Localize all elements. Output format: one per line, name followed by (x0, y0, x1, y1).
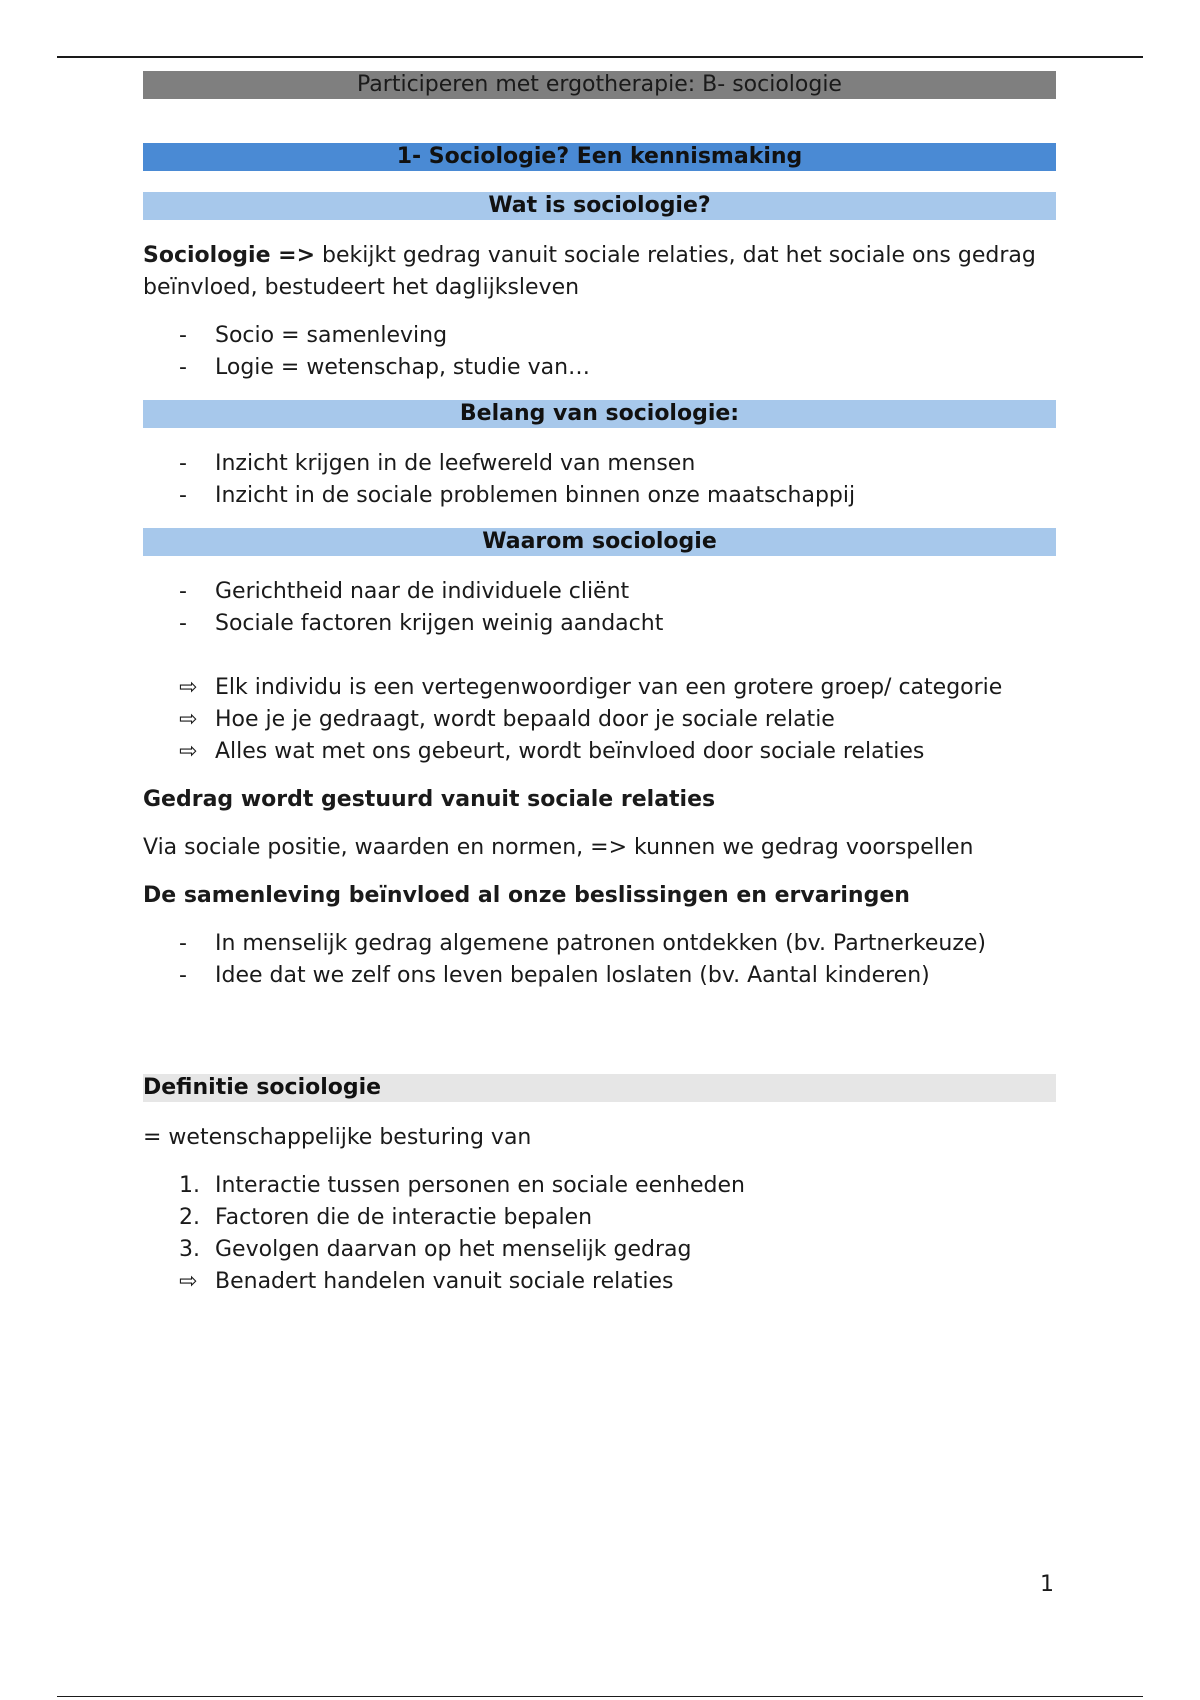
dash-marker: - (179, 451, 187, 476)
page-number: 1 (1040, 1572, 1054, 1597)
arrow-item: ⇨ Hoe je je gedraagt, wordt bepaald door je sociale relatie (143, 704, 1056, 736)
importance-list (143, 448, 1056, 512)
arrow-item: ⇨ Elk individu is een vertegenwoordiger van een grotere groep/ categorie (143, 672, 1056, 704)
dash-marker: - (179, 611, 187, 636)
arrow-icon: ⇨ (179, 739, 198, 764)
definition-paragraph (143, 240, 1056, 304)
definition-heading: Definitie sociologie (143, 1074, 1056, 1102)
section-heading: 1- Sociologie? Een kennismaking (143, 143, 1056, 171)
numbered-item: 2. Factoren die de interactie bepalen (143, 1202, 1056, 1234)
list-item: - Socio = samenleving (143, 320, 1056, 352)
importance-heading: Belang van sociologie: (143, 400, 1056, 428)
arrow-icon: ⇨ (179, 1269, 198, 1294)
society-heading: De samenleving beïnvloed al onze beslissingen en ervaringen (143, 883, 910, 908)
term: Sociologie => (143, 243, 316, 268)
list-item: - Inzicht in de sociale problemen binnen onze maatschappij (143, 480, 1056, 512)
footer-rule (57, 1696, 1143, 1697)
list-item: - Idee dat we zelf ons leven bepalen loslaten (bv. Aantal kinderen) (143, 960, 1056, 992)
why-heading: Waarom sociologie (143, 528, 1056, 556)
list-item: - Gerichtheid naar de individuele cliënt (143, 576, 1056, 608)
what-heading: Wat is sociologie? (143, 192, 1056, 220)
header-rule (57, 56, 1143, 58)
dash-marker: - (179, 323, 187, 348)
arrow-icon: ⇨ (179, 707, 198, 732)
page-content (143, 71, 1056, 1314)
arrow-item: ⇨ Benadert handelen vanuit sociale relaties (143, 1266, 1056, 1298)
arrow-item: ⇨ Alles wat met ons gebeurt, wordt beïnvloed door sociale relaties (143, 736, 1056, 768)
number-marker: 3. (179, 1237, 200, 1262)
document-title: Participeren met ergotherapie: B- sociologie (143, 71, 1056, 99)
dash-marker: - (179, 931, 187, 956)
society-list (143, 928, 1056, 992)
definition-list (143, 1170, 1056, 1298)
dash-marker: - (179, 579, 187, 604)
spacer (143, 640, 1056, 672)
list-item: - Inzicht krijgen in de leefwereld van mensen (143, 448, 1056, 480)
dash-marker: - (179, 483, 187, 508)
term-description: bekijkt gedrag vanuit sociale relaties, dat het sociale ons gedrag beïnvloed, bestudeert het daglijksleven (143, 243, 1036, 300)
numbered-item: 1. Interactie tussen personen en sociale eenheden (143, 1170, 1056, 1202)
behavior-text: Via sociale positie, waarden en normen, => kunnen we gedrag voorspellen (143, 835, 974, 860)
list-item: - Sociale factoren krijgen weinig aandacht (143, 608, 1056, 640)
number-marker: 1. (179, 1173, 200, 1198)
number-marker: 2. (179, 1205, 200, 1230)
list-item: - Logie = wetenschap, studie van… (143, 352, 1056, 384)
list-item: - In menselijk gedrag algemene patronen ontdekken (bv. Partnerkeuze) (143, 928, 1056, 960)
behavior-heading: Gedrag wordt gestuurd vanuit sociale relaties (143, 787, 716, 812)
dash-marker: - (179, 963, 187, 988)
spacer (143, 1008, 1056, 1074)
arrow-icon: ⇨ (179, 675, 198, 700)
what-list (143, 320, 1056, 384)
definition-text: = wetenschappelijke besturing van (143, 1125, 532, 1150)
why-list (143, 576, 1056, 768)
dash-marker: - (179, 355, 187, 380)
numbered-item: 3. Gevolgen daarvan op het menselijk gedrag (143, 1234, 1056, 1266)
